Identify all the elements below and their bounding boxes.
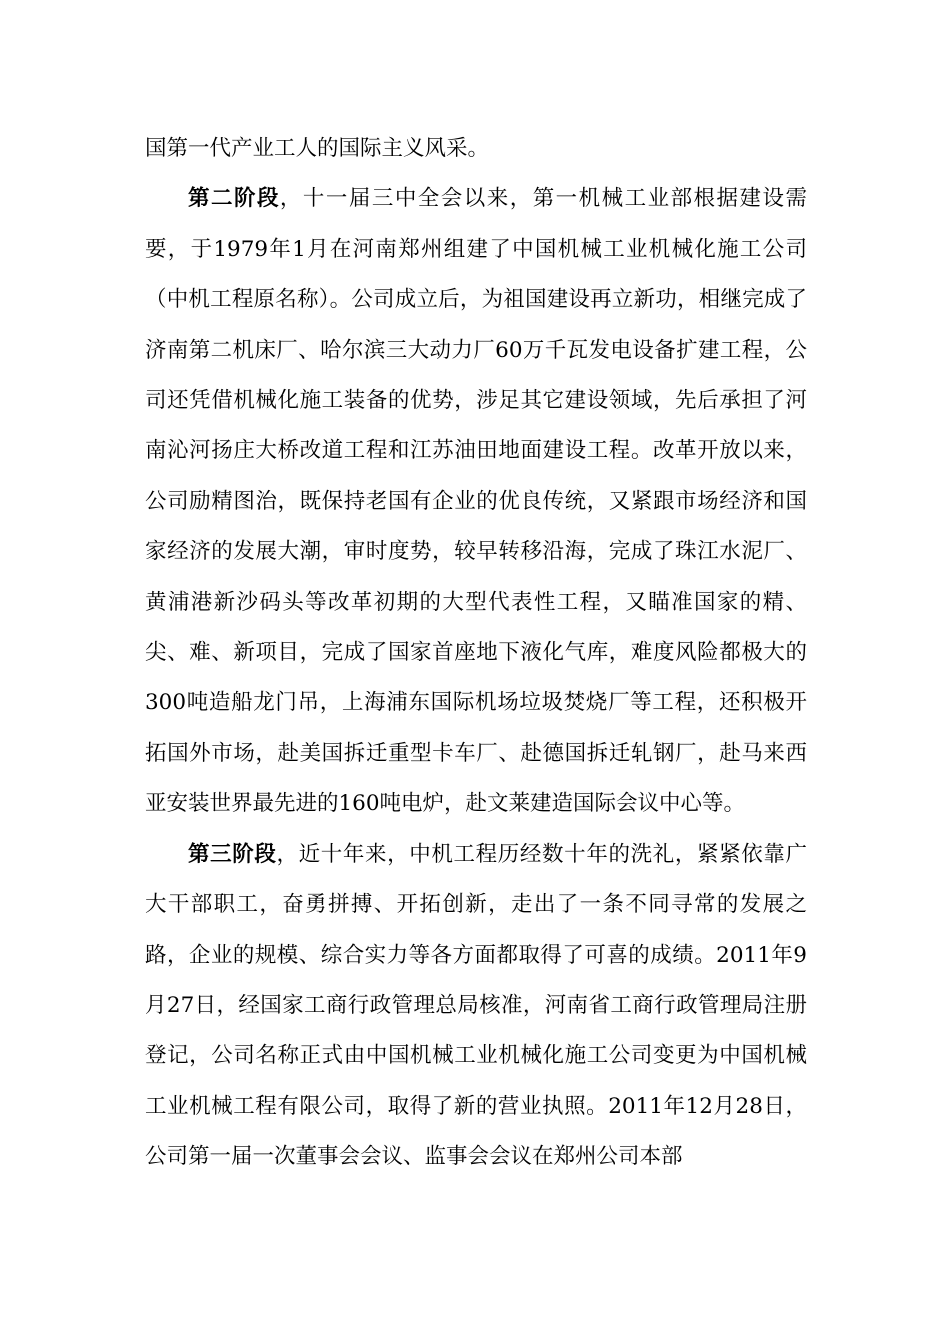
paragraph-text: ，近十年来，中机工程历经数十年的洗礼，紧紧依靠广大干部职工，奋勇拼搏、开拓创新，走出了一条不同寻常的发展之路，企业的规模、综合实力等各方面都取得了可喜的成绩。2011年9月27日，经国家工商行政管理总局核准，河南省工商行政管理局注册登记，公司名称正式由中国机械工业机械化施工公司变更为中国机械工业机械工程有限公司，取得了新的营业执照。2011年12月28日，公司第一届一次董事会会议、监事会会议在郑州公司本部 [145, 841, 807, 1170]
paragraph-stage-two [145, 174, 807, 829]
paragraph-text: ，十一届三中全会以来，第一机械工业部根据建设需要，于1979年1月在河南郑州组建了中国机械工业机械化施工公司（中机工程原名称）。公司成立后，为祖国建设再立新功，相继完成了济南第二机床厂、哈尔滨三大动力厂60万千瓦发电设备扩建工程，公司还凭借机械化施工装备的优势，涉足其它建设领域，先后承担了河南沁河扬庄大桥改道工程和江苏油田地面建设工程。改革开放以来，公司励精图治，既保持老国有企业的优良传统，又紧跟市场经济和国家经济的发展大潮，审时度势，较早转移沿海，完成了珠江水泥厂、黄浦港新沙码头等改革初期的大型代表性工程，又瞄准国家的精、尖、难、新项目，完成了国家首座地下液化气库，难度风险都极大的300吨造船龙门吊，上海浦东国际机场垃圾焚烧厂等工程，还积极开拓国外市场，赴美国拆迁重型卡车厂、赴德国拆迁轧钢厂，赴马来西亚安装世界最先进的160吨电炉，赴文莱建造国际会议中心等。 [145, 186, 807, 817]
paragraph-text: 国第一代产业工人的国际主义风采。 [145, 136, 490, 161]
paragraph-lead: 第三阶段 [188, 841, 277, 867]
paragraph-stage-three [145, 830, 807, 1183]
continuation-paragraph [145, 124, 807, 174]
paragraph-lead: 第二阶段 [188, 186, 280, 212]
document-page [145, 124, 807, 1183]
